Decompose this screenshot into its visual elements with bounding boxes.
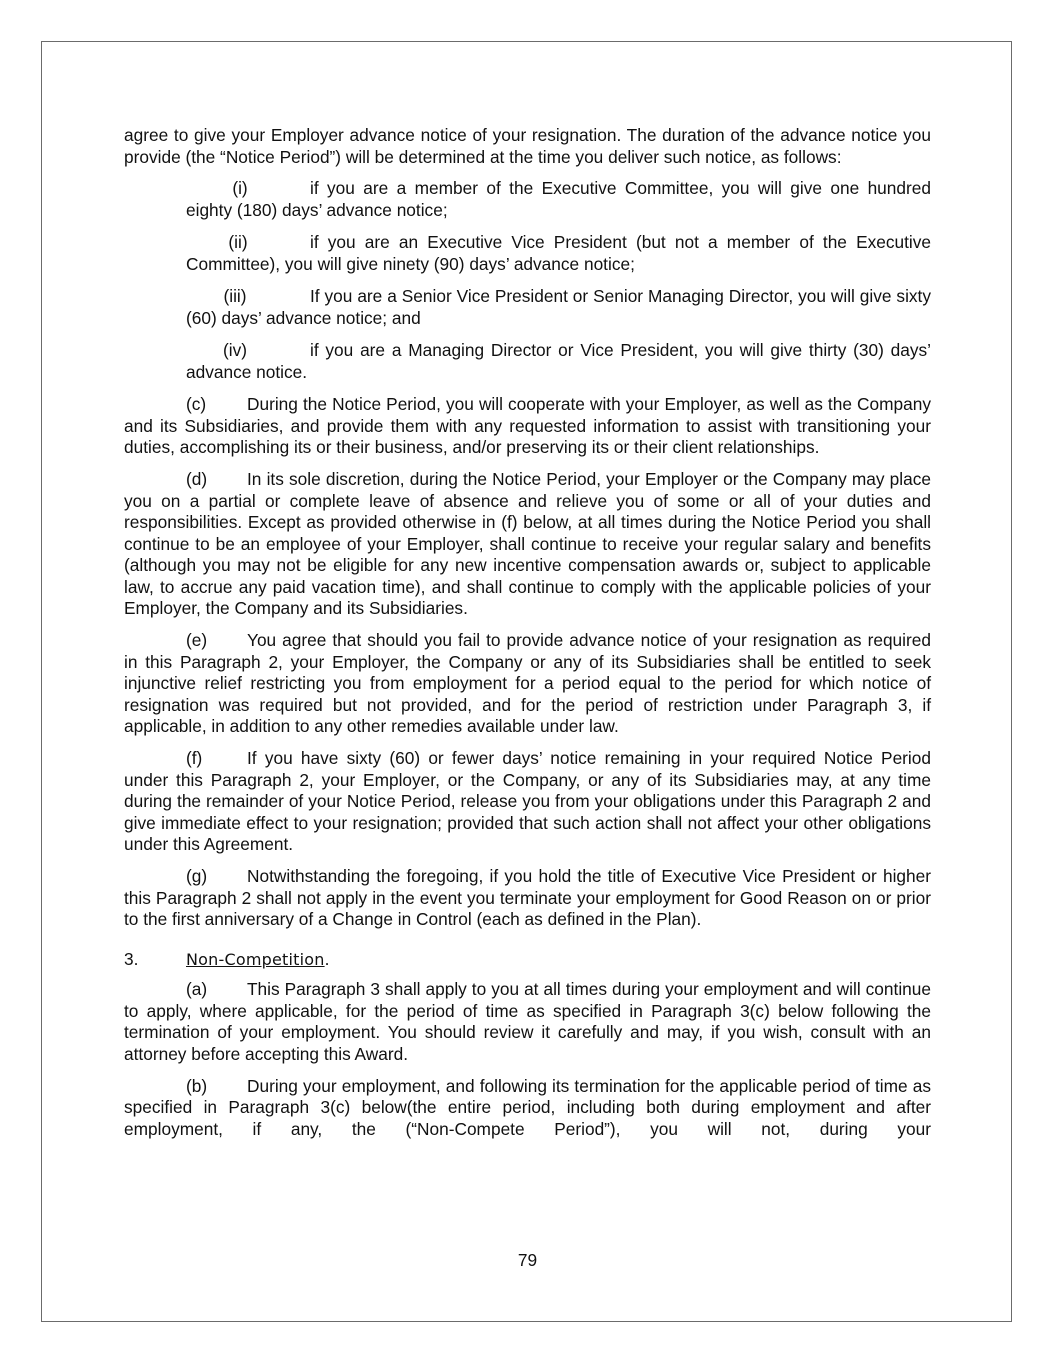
paragraph-text: You agree that should you fail to provide advance notice of your resignation as required in this Paragraph 2, your Employer, the Company or any of its Subsidiaries shall be entitled to seek injunctive relief restricting you from employment for a period equal to the period for which notice of resignation was required but not provided, and for the period of restriction under Paragraph 3, if applicable, in addition to any other remedies available under law. — [124, 630, 931, 736]
section-number: 3. — [124, 948, 139, 969]
subitem-i — [186, 178, 931, 221]
paragraph-text: If you have sixty (60) or fewer days’ notice remaining in your required Notice Period under this Paragraph 2, your Employer, or the Company, or any of its Subsidiaries may, at any time during the remainder of your Notice Period, release you from your obligations under this Paragraph 2 and give immediate effect to your resignation; provided that such action shall not affect your other obligations under this Agreement. — [124, 748, 931, 854]
paragraph-label: (b) — [186, 1075, 208, 1096]
paragraph-label: (g) — [186, 866, 208, 886]
intro-paragraph: agree to give your Employer advance notice of your resignation. The duration of the advance notice you provide (the “Notice Period”) will be determined at the time you deliver such notice, as follows: — [124, 125, 931, 167]
subitem-number: (ii) — [228, 232, 248, 252]
section-heading — [124, 949, 931, 971]
paragraph-label: (c) — [186, 394, 207, 414]
subitem-text: If you are a Senior Vice President or Senior Managing Director, you will give sixty (60) days’ advance notice; and — [186, 286, 931, 328]
paragraph-label: (f) — [186, 748, 203, 768]
paragraph-g — [124, 866, 931, 931]
paragraph-label: (a) — [186, 979, 208, 999]
paragraph-text: This Paragraph 3 shall apply to you at all times during your employment and will continue to apply, where applicable, for the period of time as specified in Paragraph 3(c) below following the termination of your employment. You should review it carefully and may, if you wish, consult with an attorney before accepting this Award. — [124, 979, 931, 1064]
paragraph-e — [124, 630, 931, 738]
paragraph-f — [124, 748, 931, 856]
paragraph-c — [124, 394, 931, 459]
paragraph-text: During your employment, and following its termination for the applicable period of time as specified in Paragraph 3(c) below(the entire period, including both during employment and after employment, if any, the (“Non-Compete Period”), you will not, during your — [124, 1075, 931, 1139]
subitem-number: (iii) — [223, 286, 247, 306]
paragraph-text: During the Notice Period, you will cooperate with your Employer, as well as the Company and its Subsidiaries, and provide them with any requested information to assist with transitioning your duties, accomplishing its or their business, and/or preserving its or their client relationships. — [124, 394, 931, 457]
paragraph-label: (e) — [186, 630, 208, 650]
subitem-ii — [186, 232, 931, 275]
page-number: 79 — [517, 1250, 538, 1270]
subitem-number: (i) — [232, 178, 248, 198]
subitem-text: if you are a member of the Executive Committee, you will give one hundred eighty (180) days’ advance notice; — [186, 178, 931, 220]
section-title: Non-Competition — [186, 949, 325, 969]
subitem-number: (iv) — [223, 340, 247, 360]
subitem-text: if you are a Managing Director or Vice President, you will give thirty (30) days’ advance notice. — [186, 340, 931, 382]
paragraph-label: (d) — [186, 469, 208, 489]
section-title-suffix: . — [324, 948, 330, 969]
document-body — [124, 125, 931, 1151]
subitem-text: if you are an Executive Vice President (but not a member of the Executive Committee), you will give ninety (90) days’ advance notice; — [186, 232, 931, 274]
paragraph-text: In its sole discretion, during the Notice Period, your Employer or the Company may place you on a partial or complete leave of absence and relieve you of some or all of your duties and responsibilities. Except as provided otherwise in (f) below, at all times during the Notice Period you shall continue to be an employee of your Employer, shall continue to receive your regular salary and benefits (although you may not be eligible for any new incentive compensation awards or, subject to applicable law, to accrue any paid vacation time), and shall continue to comply with the applicable policies of your Employer, the Company and its Subsidiaries. — [124, 469, 931, 618]
paragraph-3b — [124, 1076, 931, 1141]
subitem-iv — [186, 340, 931, 383]
paragraph-text: Notwithstanding the foregoing, if you hold the title of Executive Vice President or higher this Paragraph 2 shall not apply in the event you terminate your employment for Good Reason on or prior to the first anniversary of a Change in Control (each as defined in the Plan). — [124, 866, 931, 929]
subitem-iii — [186, 286, 931, 329]
paragraph-d — [124, 469, 931, 620]
paragraph-3a — [124, 979, 931, 1065]
